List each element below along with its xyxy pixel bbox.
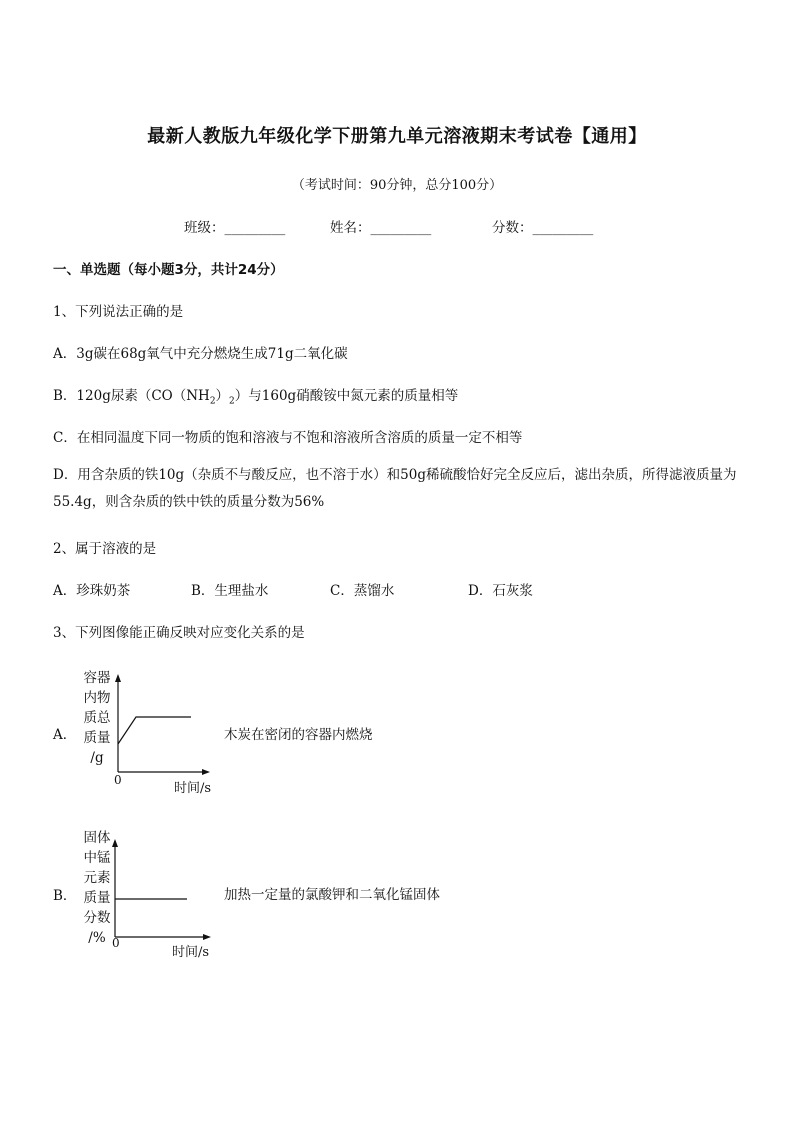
question-1-option-d: D．用含杂质的铁10g（杂质不与酸反应，也不溶于水）和50g稀硫酸恰好完全反应后，滤出杂质，所得滤液质量为55.4g，则含杂质的铁中铁的质量分数为56% [53, 467, 737, 510]
section-heading: 一、单选题（每小题3分，共计24分） [53, 262, 284, 278]
question-2-option-b: B．生理盐水 [191, 583, 269, 599]
graph-b-axes [105, 833, 215, 943]
question-1-option-c: C．在相同温度下同一物质的饱和溶液与不饱和溶液所含溶质的质量一定不相等 [53, 430, 523, 446]
graph-a-axes [108, 672, 218, 782]
question-3-option-b-letter: B． [53, 888, 77, 904]
question-1-option-b: B．120g尿素$(CO(NH_2)_2)$与160g硝酸铵中氮元素的质量相等 [53, 388, 459, 407]
question-3-option-a-letter: A． [53, 727, 77, 743]
question-2-option-a: A．珍珠奶茶 [53, 583, 131, 599]
class-field: 班级：_________ [184, 220, 286, 236]
graph-a-origin: 0 [114, 773, 122, 787]
question-3-option-b-desc: 加热一定量的氯酸钾和二氧化锰固体 [224, 887, 440, 903]
graph-a-ylabel: 容器 内物 质总 质量 /g [83, 670, 111, 766]
question-1-stem: 1、下列说法正确的是 [53, 304, 184, 320]
graph-b-origin: 0 [112, 936, 120, 950]
graph-a-xlabel: 时间/s [174, 781, 212, 796]
score-field: 分数：_________ [492, 220, 594, 236]
question-2-option-d: D．石灰浆 [468, 583, 533, 599]
question-3-stem: 3、下列图像能正确反映对应变化关系的是 [53, 625, 305, 641]
page-title: 最新人教版九年级化学下册第九单元溶液期末考试卷【通用】 [147, 126, 647, 147]
question-1-option-a: A．3g碳在68g氧气中充分燃烧生成71g二氧化碳 [53, 346, 348, 362]
graph-a-curve [118, 717, 191, 744]
graph-b-ylabel: 固体 中锰 元素 质量 分数 /% [83, 830, 111, 946]
question-2-option-c: C．蒸馏水 [330, 583, 395, 599]
name-field: 姓名：_________ [330, 220, 432, 236]
exam-info: （考试时间：90分钟，总分100分） [291, 178, 503, 193]
graph-b-xlabel: 时间/s [172, 945, 210, 960]
question-3-option-a-desc: 木炭在密闭的容器内燃烧 [224, 727, 373, 743]
question-2-stem: 2、属于溶液的是 [53, 541, 157, 557]
